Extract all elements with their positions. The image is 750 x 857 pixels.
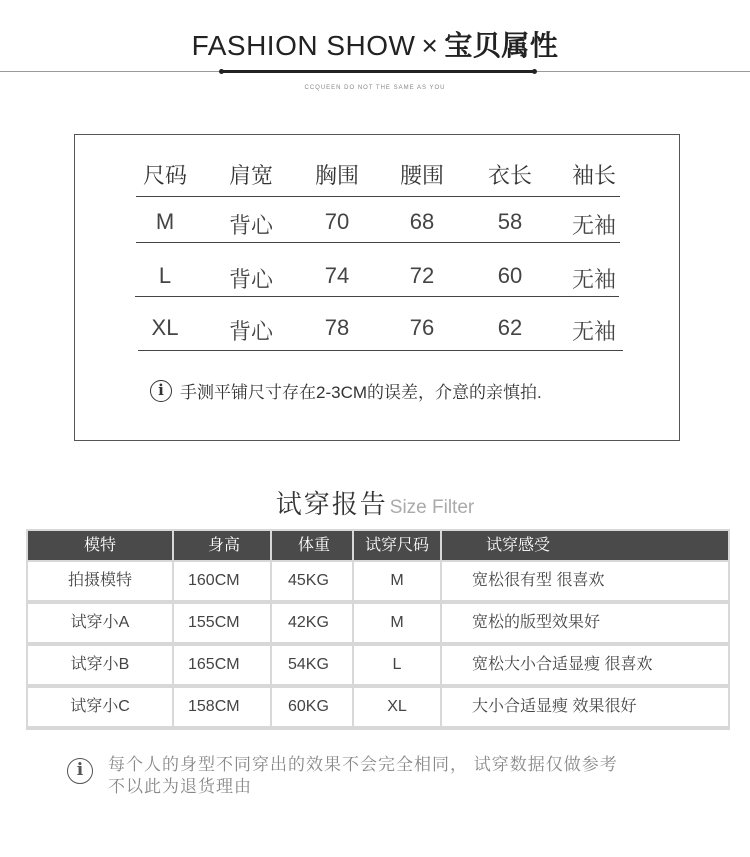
size-note-text: 手测平铺尺寸存在2-3CM的误差，介意的亲慎拍.	[180, 383, 542, 402]
size-row-divider	[136, 196, 620, 197]
header-dot-right	[532, 69, 537, 74]
size-row-divider	[138, 350, 623, 351]
fit-cell: 165CM	[174, 646, 270, 684]
page-title	[0, 24, 750, 64]
fit-cell: L	[354, 646, 440, 684]
fit-header-cell: 体重	[272, 531, 352, 560]
fit-report-title	[0, 484, 750, 521]
fit-cell: XL	[354, 688, 440, 726]
size-row-divider	[136, 242, 620, 243]
fit-header-cell: 试穿尺码	[354, 531, 440, 560]
size-cell: 70	[324, 209, 350, 234]
title-english: FASHION SHOW	[191, 30, 416, 61]
fit-cell: 60KG	[272, 688, 352, 726]
fit-cell: M	[354, 604, 440, 642]
header-accent-bar	[221, 70, 535, 73]
fit-cell: 宽松很有型 很喜欢	[442, 562, 728, 600]
size-cell: 78	[324, 315, 350, 340]
size-header-cell: 尺码	[142, 163, 187, 188]
size-note	[150, 378, 542, 403]
fit-cell: 54KG	[272, 646, 352, 684]
size-cell: 背心	[228, 267, 273, 292]
fit-cell: 试穿小C	[28, 688, 172, 726]
fit-cell: 160CM	[174, 562, 270, 600]
fit-report-table	[26, 529, 730, 730]
size-cell: 背心	[228, 319, 273, 344]
size-header-cell: 肩宽	[228, 163, 273, 188]
size-cell: XL	[151, 315, 179, 340]
size-cell: L	[158, 263, 172, 288]
size-header-cell: 袖长	[571, 163, 616, 188]
size-cell: 60	[497, 263, 523, 288]
size-cell: 58	[497, 209, 523, 234]
fit-header-cell: 试穿感受	[442, 531, 728, 560]
fit-report-title-cn: 试穿报告	[275, 489, 388, 519]
size-cell: 68	[409, 209, 435, 234]
fit-cell: 拍摄模特	[28, 562, 172, 600]
size-cell: 62	[497, 315, 523, 340]
title-chinese: 宝贝属性	[444, 30, 559, 61]
size-row-divider	[135, 296, 619, 297]
info-icon: i	[150, 380, 172, 402]
info-icon: i	[67, 758, 93, 784]
fit-report-title-en: Size Filter	[389, 497, 475, 518]
fit-header-cell: 模特	[28, 531, 172, 560]
fit-cell: 158CM	[174, 688, 270, 726]
header-dot-left	[219, 69, 224, 74]
size-cell: 无袖	[571, 213, 616, 238]
fit-cell: 大小合适显瘦 效果很好	[442, 688, 728, 726]
fit-note-line-2: 不以此为退货理由	[108, 777, 252, 796]
fit-cell: 试穿小A	[28, 604, 172, 642]
size-cell: 72	[409, 263, 435, 288]
fit-cell: 宽松大小合适显瘦 很喜欢	[442, 646, 728, 684]
size-header-cell: 腰围	[399, 163, 444, 188]
fit-cell: 155CM	[174, 604, 270, 642]
fit-cell: M	[354, 562, 440, 600]
fit-cell: 45KG	[272, 562, 352, 600]
fit-header-cell: 身高	[174, 531, 270, 560]
fit-note-line-1: 每个人的身型不同穿出的效果不会完全相同， 试穿数据仅做参考	[108, 755, 618, 774]
size-cell: 无袖	[571, 319, 616, 344]
size-cell: 74	[324, 263, 350, 288]
fit-cell: 试穿小B	[28, 646, 172, 684]
size-cell: 背心	[228, 213, 273, 238]
size-cell: 76	[409, 315, 435, 340]
fit-cell: 宽松的版型效果好	[442, 604, 728, 642]
title-separator: ×	[421, 30, 439, 61]
size-cell: M	[155, 209, 175, 234]
fit-cell: 42KG	[272, 604, 352, 642]
size-cell: 无袖	[571, 267, 616, 292]
header-subtitle: CCQUEEN DO NOT THE SAME AS YOU	[304, 85, 446, 91]
size-header-cell: 胸围	[314, 163, 359, 188]
size-header-cell: 衣长	[487, 163, 532, 188]
